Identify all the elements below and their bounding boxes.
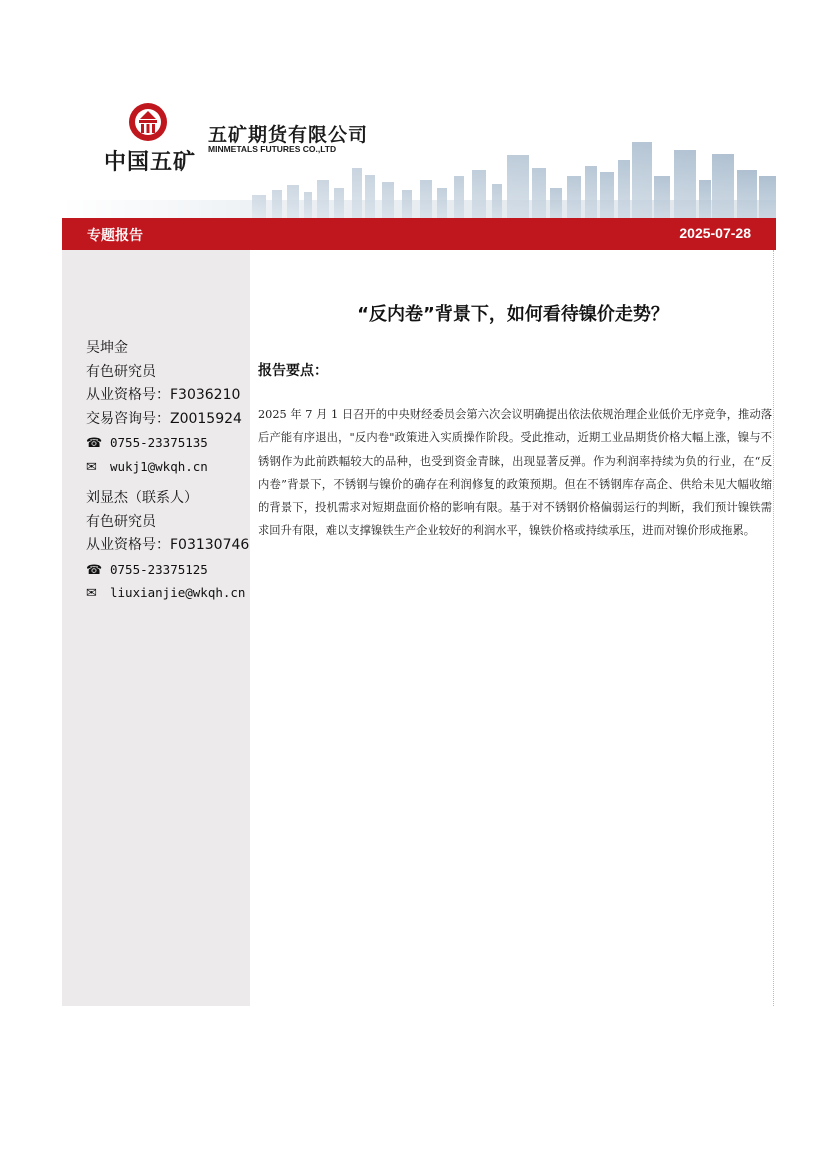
author-card-2 xyxy=(86,487,249,605)
report-type-bar xyxy=(62,218,776,250)
report-summary: 2025 年 7 月 1 日召开的中央财经委员会第六次会议明确提出依法依规治理企业低价无序竞争，推动落后产能有序退出，"反内卷"政策进入实质操作阶段。受此推动，近期工业品期货价格大幅上涨，镍与不锈钢作为此前跌幅较大的品种，也受到资金青睐，出现显著反弹。作为利润率持续为负的行业，在“反内卷”背景下，不锈钢与镍价的确存在利润修复的政策预期。但在不锈钢库存高企、供给未见大幅收缩的背景下，投机需求对短期盘面价格的影响有限。基于对不锈钢价格偏弱运行的判断，我们预计镍铁需求回升有限，难以支撑镍铁生产企业较好的利润水平，镍铁价格或持续承压，进而对镍价形成拖累。 xyxy=(258,408,772,538)
company-name-en: MINMETALS FUTURES CO.,LTD xyxy=(208,144,337,154)
author-sidebar xyxy=(62,250,250,1006)
section-heading: 报告要点： xyxy=(258,363,328,379)
author-card-1 xyxy=(86,337,242,478)
report-header xyxy=(62,80,776,220)
author-consulting-number: 交易咨询号：Z0015924 xyxy=(86,410,242,427)
author-title: 有色研究员 xyxy=(86,513,156,530)
email-icon: ✉ xyxy=(86,586,97,601)
company-emblem-icon xyxy=(128,102,168,142)
author-qualification: 从业资格号：F3036210 xyxy=(86,387,241,403)
phone-icon: ☎ xyxy=(86,436,103,451)
company-name-cn: 五矿期货有限公司 xyxy=(208,124,369,146)
author-title: 有色研究员 xyxy=(86,363,156,380)
author-name: 吴坤金 xyxy=(86,340,128,356)
report-type-label: 专题报告 xyxy=(87,228,143,244)
author-name: 刘显杰（联系人） xyxy=(86,490,198,506)
report-title: “反内卷”背景下，如何看待镍价走势？ xyxy=(357,304,669,325)
group-logo-text: 中国五矿 xyxy=(104,150,197,175)
content-border xyxy=(773,250,774,1006)
author-email[interactable]: liuxianjie@wkqh.cn xyxy=(110,585,246,600)
author-phone: 0755-23375125 xyxy=(110,561,208,577)
phone-icon: ☎ xyxy=(86,562,103,578)
author-email[interactable]: wukj1@wkqh.cn xyxy=(110,458,208,474)
author-qualification: 从业资格号：F03130746 xyxy=(86,537,250,553)
report-date: 2025-07-28 xyxy=(679,225,751,241)
email-icon: ✉ xyxy=(86,459,97,475)
author-phone: 0755-23375135 xyxy=(110,435,208,450)
